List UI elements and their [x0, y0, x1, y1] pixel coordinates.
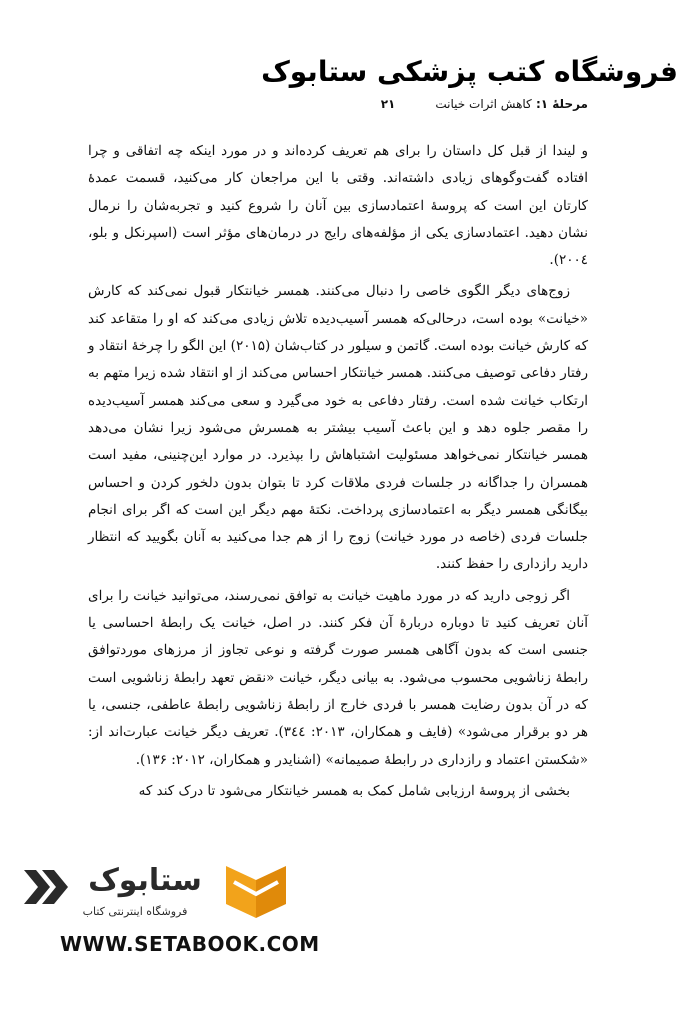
- paragraph: بخشی از پروسهٔ ارزیابی شامل کمک به همسر خیانتکار می‌شود تا درک کند که: [138, 782, 570, 799]
- paragraph: و لیندا از قبل کل داستان را برای هم تعریف کرده‌اند و در مورد اینکه چه اتفاقی و چرا افتاده گفت‌وگوهای زیادی داشته‌اند. وقتی با این مراجعان کار می‌کنید، قسمت عمدهٔ کارتان این است که پروسهٔ اعتمادسازی بین آنان را شروع کنید و تجربه‌شان را نرمال نشان دهید. اعتمادسازی یکی از مؤلفه‌های رایج در درمان‌های مؤثر است (اسپرنکل و بلو، ۲۰۰٤).: [88, 143, 588, 269]
- logo-wordmark: ستابوک: [88, 863, 202, 898]
- chapter-heading: [435, 94, 588, 114]
- double-chevron-icon: [20, 862, 76, 912]
- paragraph: زوج‌های دیگر الگوی خاصی را دنبال می‌کنند. همسر خیانتکار قبول نمی‌کند که کارش «خیانت» بوده است، درحالی‌که همسر آسیب‌دیده تلاش زیادی می‌کند که او را متقاعد کند که کارش خیانت بوده است. گاتمن و سیلور در کتاب‌شان (۲۰۱۵) این الگو را چرخهٔ انتقاد و رفتار دفاعی توصیف می‌کنند. همسر خیانتکار احساس می‌کند از او انتقاد شده زیرا متهم به ارتکاب خیانت شده است. رفتار دفاعی به خود می‌گیرد و سعی می‌کند همسر آسیب‌دیده را مقصر جلوه دهد و این باعث آسیب بیشتر به همسرش می‌شود زیرا نشان می‌دهد همسر خیانتکار نمی‌خواهد مسئولیت اشتباهاش را بپذیرد. در موارد این‌چنینی، مفید است همسران را جداگانه در جلسات فردی ملاقات کرد تا بتوان بدون دلخور کردن و احساس بیگانگی همسر دیگر به اعتمادسازی پرداخت. نکتهٔ مهم دیگر این است که اگر برای انجام جلسات فردی (خاصه در مورد خیانت) زوج را از هم جدا می‌کنید به آنان بگویید که انتظار دارید رازداری را حفظ کنند.: [88, 283, 589, 573]
- body-text: [88, 138, 588, 805]
- store-title: فروشگاه کتب پزشکی ستابوک: [261, 55, 678, 88]
- book-emblem-icon: [222, 860, 290, 922]
- site-url: WWW.SETABOOK.COM: [60, 932, 320, 956]
- chapter-title: کاهش اثرات خیانت: [435, 97, 532, 111]
- page-number: ۲۱: [380, 97, 396, 111]
- paragraph: اگر زوجی دارید که در مورد ماهیت خیانت به توافق نمی‌رسند، می‌توانید خیانت را برای آنان تعریف کنید تا دوباره دربارهٔ آن فکر کنند. در اصل، خیانت یک رابطهٔ احساسی یا جنسی است که بدون آگاهی همسر صورت گرفته و نوعی تجاوز از مرزهای موردتوافق رابطهٔ زناشویی محسوب می‌شود. به بیانی دیگر، خیانت «نقض تعهد رابطهٔ زناشویی است که در آن بدون رضایت همسر با فردی خارج از رابطهٔ زناشویی رابطهٔ عاطفی، جنسی، یا هر دو برقرار می‌شود» (فایف و همکاران، ۲۰۱۳: ۳٤٤). تعریف دیگر خیانت عبارت‌اند از: «شکستن اعتماد و رازداری در رابطهٔ صمیمانه» (اشنایدر و همکاران، ۲۰۱۲: ۱۳۶).: [88, 587, 588, 768]
- running-head: [100, 94, 588, 114]
- logo-tagline: فروشگاه اینترنتی کتاب: [82, 905, 188, 918]
- chapter-label: مرحلهٔ ۱:: [535, 97, 588, 111]
